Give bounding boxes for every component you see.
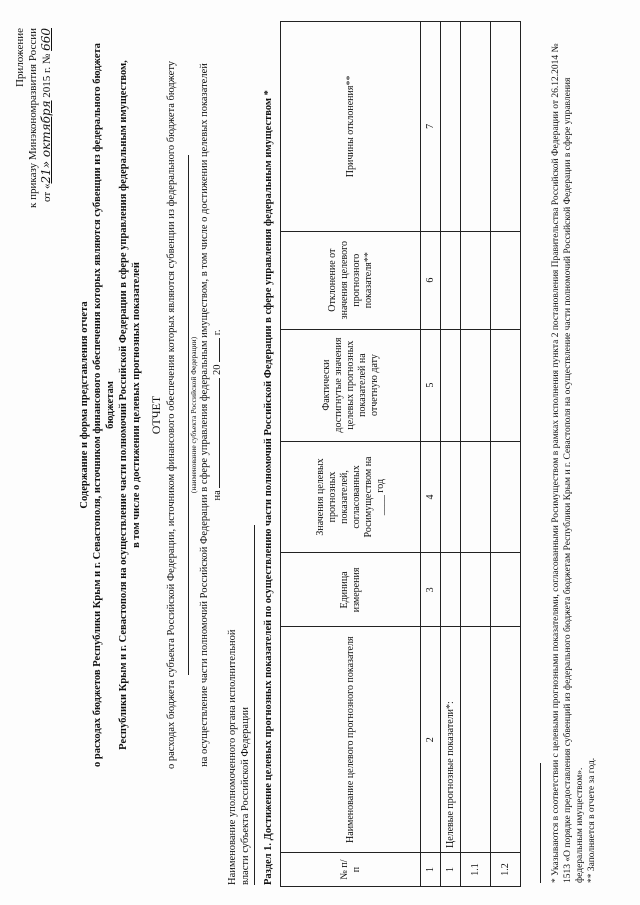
authority-name-label: Наименование уполномоченного органа исполнительной власти субъекта Российской Федерации	[227, 629, 251, 885]
table-row: 1.2	[491, 22, 521, 887]
appendix-block	[14, 28, 54, 258]
header-cell: Значения целевых прогнозных показателей, согласованных Росимуществом на ____ год	[281, 441, 421, 553]
column-number: 2	[421, 627, 441, 853]
header-cell: Наименование целевого прогнозного показателя	[281, 627, 421, 853]
column-number: 1	[421, 853, 441, 887]
column-number: 3	[421, 553, 441, 627]
column-number: 6	[421, 231, 441, 329]
footnote-divider	[540, 763, 541, 883]
handwritten-date: 21» октября	[39, 100, 53, 184]
indicators-table	[280, 21, 521, 887]
header-cell: № п/п	[281, 853, 421, 887]
subject-caption: (наименование субъекта Российской Федерации)	[189, 336, 198, 494]
document-title: Содержание и форма представления отчета о расходах бюджетов Республики Крым и г. Севастополя, источником финансового обеспечения которых являются субвенции из федерального бюджета бюджетам Республики Крым и г. Севастополя на осуществление части полномочий Российской Федерации в сфере управления федеральным имуществом, в том числе о достижении целевых прогнозных показателей	[79, 43, 142, 767]
appendix-title: Приложение	[14, 28, 26, 88]
table-row: 1.1	[461, 22, 491, 887]
subject-fill-line	[178, 155, 189, 675]
table-number-row	[421, 22, 441, 887]
footnote-1: * Указываются в соответствии с целевыми прогнозными показателями, согласованными Росимуществом в рамках исполнения пункта 2 постановления Правительства Российской Федерации от 26.12.2014 № 1513 «О порядке предоставления субвенций из федерального бюджета бюджетам Республики Крым и г. Севастополя на осуществление части полномочий Российской Федерации в сфере управления федеральным имуществом».	[551, 43, 585, 883]
handwritten-number: 660	[39, 28, 53, 51]
header-cell: Единица измерения	[281, 553, 421, 627]
report-heading: ОТЧЕТ	[149, 395, 163, 435]
header-cell: Причины отклонения**	[281, 22, 421, 232]
table-row: 1 Целевые прогнозные показатели*:	[441, 22, 461, 887]
column-number: 7	[421, 22, 441, 232]
header-cell: Отклонение от значения целевого прогнозного показателя**	[281, 231, 421, 329]
appendix-order: к приказу Минэкономразвития России	[27, 28, 39, 208]
header-cell: Фактически достигнутые значения целевых прогнозных показателей на отчетную дату	[281, 329, 421, 441]
table-header-row	[281, 22, 421, 887]
indicators-group-label: Целевые прогнозные показатели*:	[441, 627, 461, 853]
footnote-2: ** Заполняется в отчете за год.	[587, 757, 597, 883]
appendix-date: от «21» октября 2015 г. № 660	[39, 28, 53, 202]
authority-fill-line	[254, 525, 255, 885]
column-number: 4	[421, 441, 441, 553]
column-number: 5	[421, 329, 441, 441]
footnotes	[550, 23, 598, 883]
section-title: Раздел 1. Достижение целевых прогнозных показателей по осуществлению части полномочий Российской Федерации в сфере управления федеральным имуществом *	[263, 90, 274, 885]
report-header: ОТЧЕТ о расходах бюджета субъекта Российской Федерации, источником финансового обеспечения которых являются субвенции из федерального бюджета бюджету (наименование субъекта Российской Федерации) на осуществление части полномочий Российской Федерации в сфере управления федеральным имуществом, в том числе о достижении целевых показателей на 20 г.	[150, 15, 224, 815]
report-date-line: на 20 г.	[212, 329, 223, 501]
